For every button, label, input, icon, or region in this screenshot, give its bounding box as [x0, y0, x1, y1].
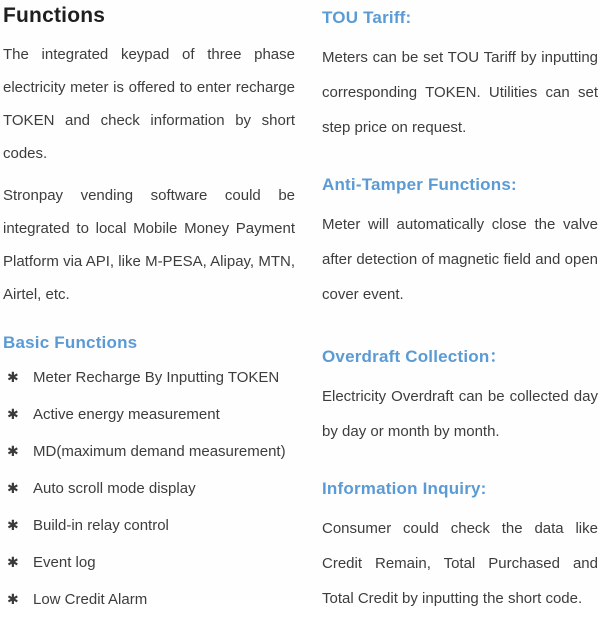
section-body: Meter will automatically close the valve after detection of magnetic field and open cover event. [322, 216, 598, 303]
list-item [3, 544, 295, 581]
section-heading: Anti-Tamper Functions: [322, 175, 517, 194]
list-item-label: MD(maximum demand measurement) [33, 443, 286, 460]
section-tou-tariff [322, 8, 598, 145]
section-anti-tamper [322, 175, 598, 312]
intro-paragraph: The integrated keypad of three phase electricity meter is offered to enter recharge TOKEN and check information by short codes. [3, 46, 295, 162]
section-body: Consumer could check the data like Credit Remain, Total Purchased and Total Credit by inputting the short code. [322, 520, 598, 607]
list-item-label: Build-in relay control [33, 517, 169, 534]
asterisk-bullet-icon: ✱ [7, 406, 19, 422]
right-column [322, 8, 598, 616]
section-information-inquiry [322, 479, 598, 616]
list-item [3, 396, 295, 433]
asterisk-bullet-icon: ✱ [7, 517, 19, 533]
basic-functions-list [3, 359, 295, 618]
list-item-label: Auto scroll mode display [33, 480, 196, 497]
list-item [3, 359, 295, 396]
list-item [3, 507, 295, 544]
asterisk-bullet-icon: ✱ [7, 591, 19, 607]
left-column [3, 4, 295, 618]
asterisk-bullet-icon: ✱ [7, 480, 19, 496]
asterisk-bullet-icon: ✱ [7, 369, 19, 385]
section-heading: Overdraft Collection： [322, 347, 507, 366]
list-item-label: Low Credit Alarm [33, 591, 148, 608]
vendor-paragraph: Stronpay vending software could be integrated to local Mobile Money Payment Platform via API, like M-PESA, Alipay, MTN, Airtel, etc. [3, 187, 295, 303]
list-item-label: Meter Recharge By Inputting TOKEN [33, 369, 280, 386]
asterisk-bullet-icon: ✱ [7, 554, 19, 570]
section-body: Electricity Overdraft can be collected day by day or month by month. [322, 388, 598, 440]
list-item-label: Active energy measurement [33, 406, 220, 423]
section-heading: TOU Tariff: [322, 8, 412, 27]
section-body: Meters can be set TOU Tariff by inputting corresponding TOKEN. Utilities can set step price on request. [322, 49, 598, 136]
section-heading: Information Inquiry: [322, 479, 487, 498]
list-item [3, 470, 295, 507]
section-overdraft-collection [322, 342, 598, 449]
basic-functions-heading: Basic Functions [3, 333, 138, 352]
list-item-label: Event log [33, 554, 96, 571]
asterisk-bullet-icon: ✱ [7, 443, 19, 459]
list-item [3, 433, 295, 470]
page-title: Functions [3, 4, 106, 27]
